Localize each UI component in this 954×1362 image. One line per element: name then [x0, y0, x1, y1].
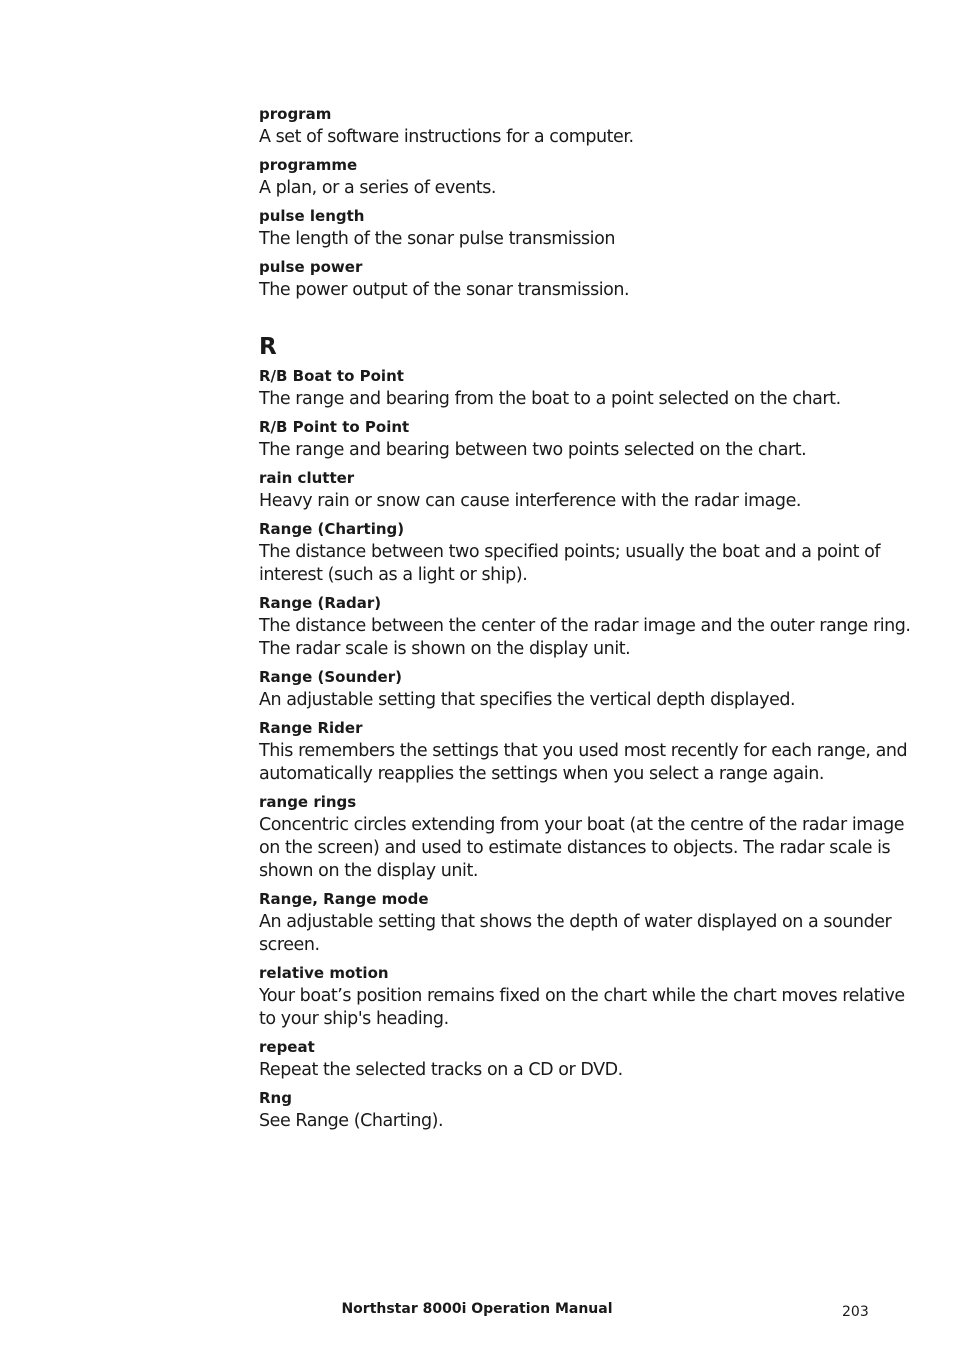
glossary-term: repeat — [259, 1038, 315, 1056]
glossary-definition: The length of the sonar pulse transmission — [259, 229, 615, 249]
glossary-content — [259, 104, 919, 1139]
footer-page-number: 203 — [842, 1304, 869, 1320]
glossary-entries-p — [259, 104, 919, 302]
glossary-definition: This remembers the settings that you used most recently for each range, and automatically reapplies the settings when you select a range again. — [259, 741, 908, 784]
glossary-term: Rng — [259, 1089, 292, 1107]
glossary-term: rain clutter — [259, 469, 355, 487]
glossary-definition: The range and bearing between two points selected on the chart. — [259, 440, 807, 460]
glossary-definition: Heavy rain or snow can cause interference with the radar image. — [259, 491, 802, 511]
glossary-term: pulse length — [259, 207, 365, 225]
glossary-definition: The power output of the sonar transmission. — [259, 280, 630, 300]
glossary-definition: Your boat’s position remains fixed on the chart while the chart moves relative to your ship's heading. — [259, 986, 905, 1029]
glossary-term: Range Rider — [259, 719, 363, 737]
glossary-term: relative motion — [259, 964, 389, 982]
glossary-definition: An adjustable setting that specifies the vertical depth displayed. — [259, 690, 796, 710]
glossary-definition: An adjustable setting that shows the depth of water displayed on a sounder screen. — [259, 912, 892, 955]
glossary-term: pulse power — [259, 258, 363, 276]
glossary-definition: The distance between two specified points; usually the boat and a point of interest (such as a light or ship). — [259, 542, 881, 585]
glossary-definition: A set of software instructions for a computer. — [259, 127, 634, 147]
glossary-term: R/B Point to Point — [259, 418, 410, 436]
glossary-term: program — [259, 105, 332, 123]
section-heading-r: R — [259, 334, 277, 360]
glossary-term: programme — [259, 156, 358, 174]
glossary-definition: A plan, or a series of events. — [259, 178, 497, 198]
glossary-definition: See Range (Charting). — [259, 1111, 444, 1131]
glossary-definition: Concentric circles extending from your boat (at the centre of the radar image on the screen) and used to estimate distances to objects. The radar scale is shown on the display unit. — [259, 815, 905, 881]
glossary-definition: The range and bearing from the boat to a point selected on the chart. — [259, 389, 841, 409]
glossary-entries-r — [259, 366, 919, 1133]
glossary-term: R/B Boat to Point — [259, 367, 404, 385]
glossary-definition: Repeat the selected tracks on a CD or DVD. — [259, 1060, 623, 1080]
glossary-term: Range (Sounder) — [259, 668, 402, 686]
glossary-term: Range (Radar) — [259, 594, 382, 612]
footer-manual-title: Northstar 8000i Operation Manual — [341, 1301, 613, 1317]
glossary-term: range rings — [259, 793, 357, 811]
glossary-term: Range, Range mode — [259, 890, 429, 908]
glossary-definition: The distance between the center of the radar image and the outer range ring. The radar scale is shown on the display unit. — [259, 616, 911, 659]
glossary-term: Range (Charting) — [259, 520, 405, 538]
